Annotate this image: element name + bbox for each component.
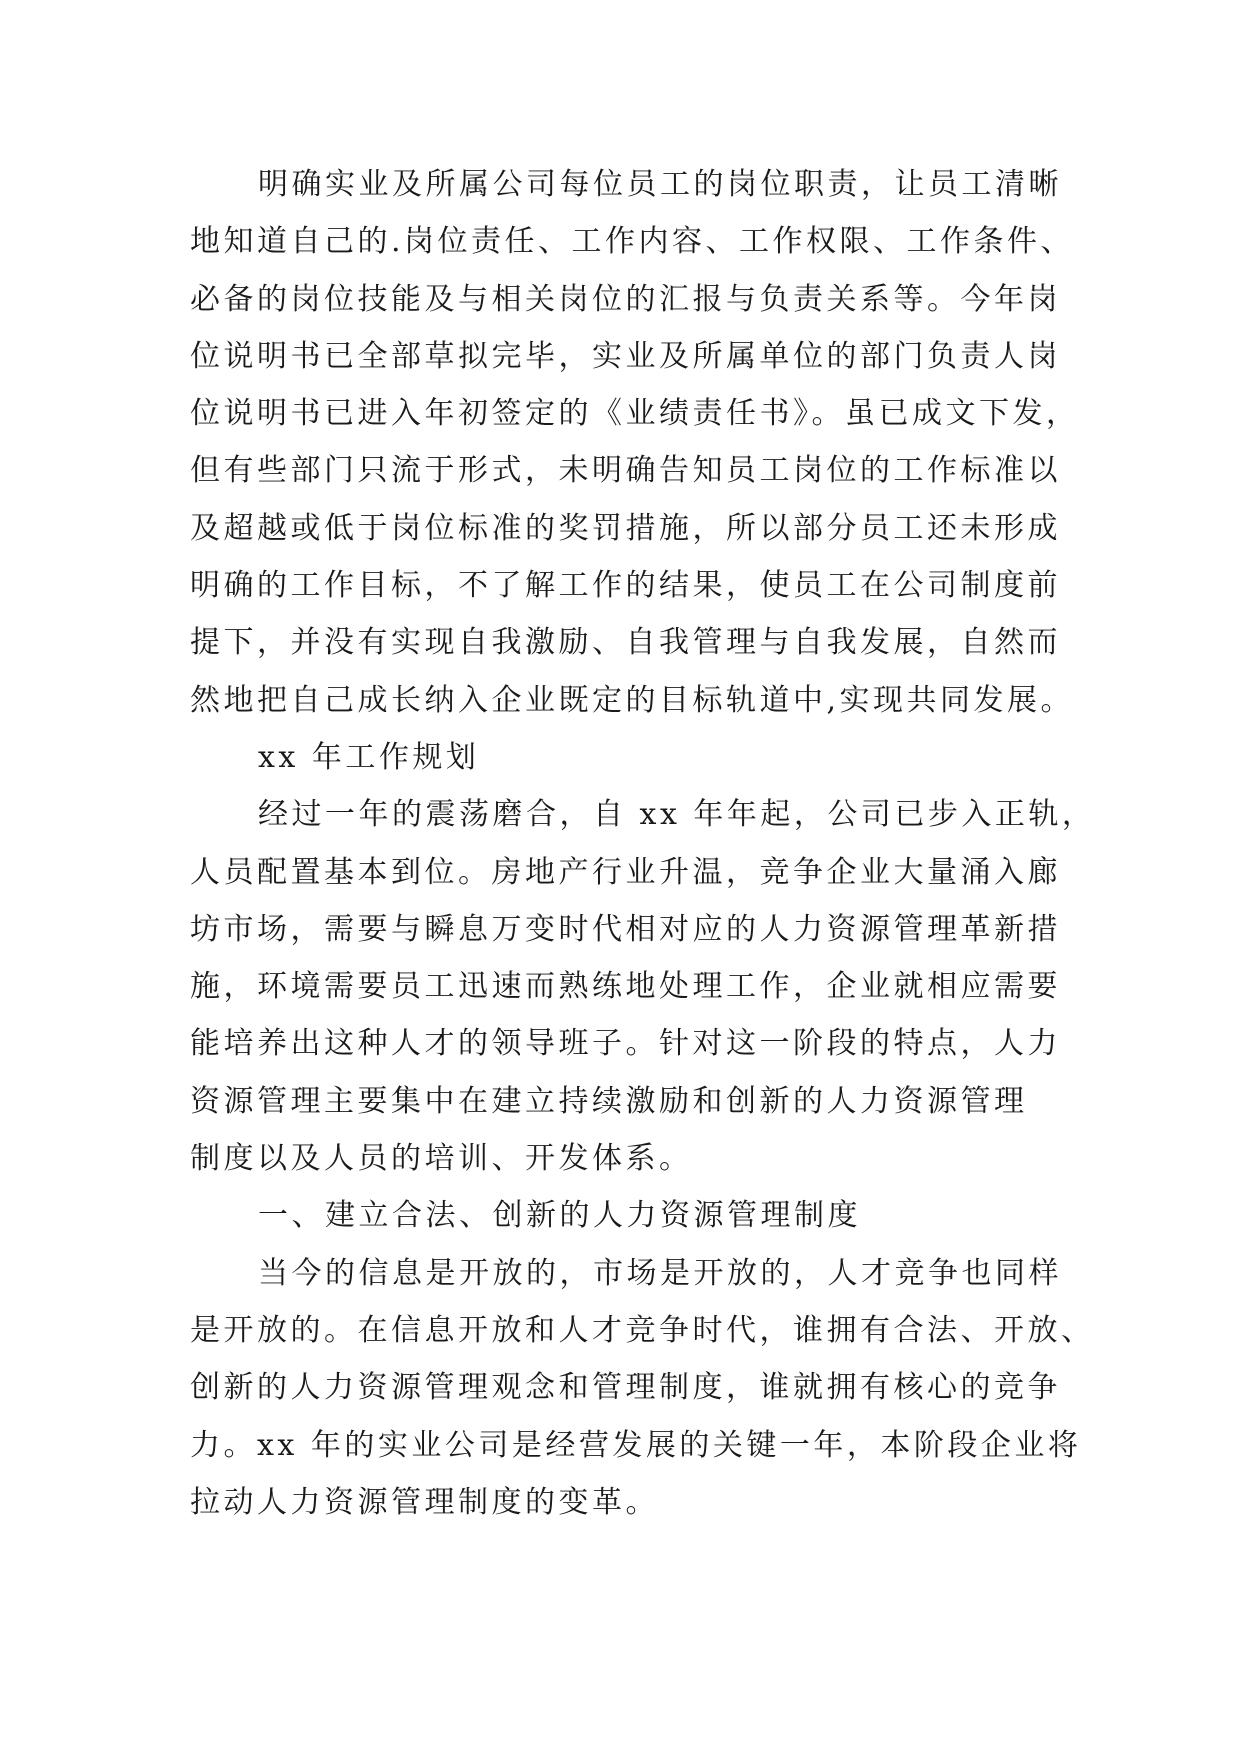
text-line: 地知道自己的.岗位责任、工作内容、工作权限、工作条件、: [190, 224, 1075, 260]
text-line: 明确的工作目标，不了解工作的结果，使员工在公司制度前: [190, 568, 1061, 604]
text-line: 提下，并没有实现自我激励、自我管理与自我发展，自然而: [190, 625, 1061, 661]
text-line: 一、建立合法、创新的人力资源管理制度: [258, 1198, 861, 1234]
text-line: 及超越或低于岗位标准的奖罚措施，所以部分员工还未形成: [190, 510, 1061, 546]
text-line: 但有些部门只流于形式，未明确告知员工岗位的工作标准以: [190, 453, 1061, 489]
text-line: 能培养出这种人才的领导班子。针对这一阶段的特点，人力: [190, 1026, 1061, 1062]
text-line: 必备的岗位技能及与相关岗位的汇报与负责关系等。今年岗: [190, 281, 1061, 317]
text-line: 是开放的。在信息开放和人才竞争时代，谁拥有合法、开放、: [190, 1312, 1095, 1348]
text-line: 资源管理主要集中在建立持续激励和创新的人力资源管理: [190, 1083, 1028, 1119]
text-line: 力。xx 年的实业公司是经营发展的关键一年，本阶段企业将: [190, 1427, 1082, 1463]
text-line: 明确实业及所属公司每位员工的岗位职责，让员工清晰: [258, 167, 1062, 202]
text-line: 制度以及人员的培训、开发体系。: [190, 1141, 693, 1177]
text-line: 坊市场，需要与瞬息万变时代相对应的人力资源管理革新措: [190, 911, 1061, 947]
text-line: 当今的信息是开放的，市场是开放的，人才竞争也同样: [258, 1255, 1062, 1291]
text-line: 拉动人力资源管理制度的变革。: [190, 1484, 659, 1520]
text-line: xx 年工作规划: [258, 739, 480, 775]
text-line: 位说明书已进入年初签定的《业绩责任书》。虽已成文下发，: [190, 396, 1080, 432]
text-line: 施，环境需要员工迅速而熟练地处理工作，企业就相应需要: [190, 969, 1061, 1005]
text-line: 人员配置基本到位。房地产行业升温，竞争企业大量涌入廊: [190, 854, 1061, 890]
text-line: 位说明书已全部草拟完毕，实业及所属单位的部门负责人岗: [190, 338, 1061, 374]
text-line: 创新的人力资源管理观念和管理制度，谁就拥有核心的竞争: [190, 1370, 1061, 1406]
document-body: [190, 156, 1096, 1531]
text-line: 然地把自己成长纳入企业既定的目标轨道中,实现共同发展。: [190, 682, 1075, 718]
text-line: 经过一年的震荡磨合，自 xx 年年起，公司已步入正轨，: [258, 797, 1096, 833]
